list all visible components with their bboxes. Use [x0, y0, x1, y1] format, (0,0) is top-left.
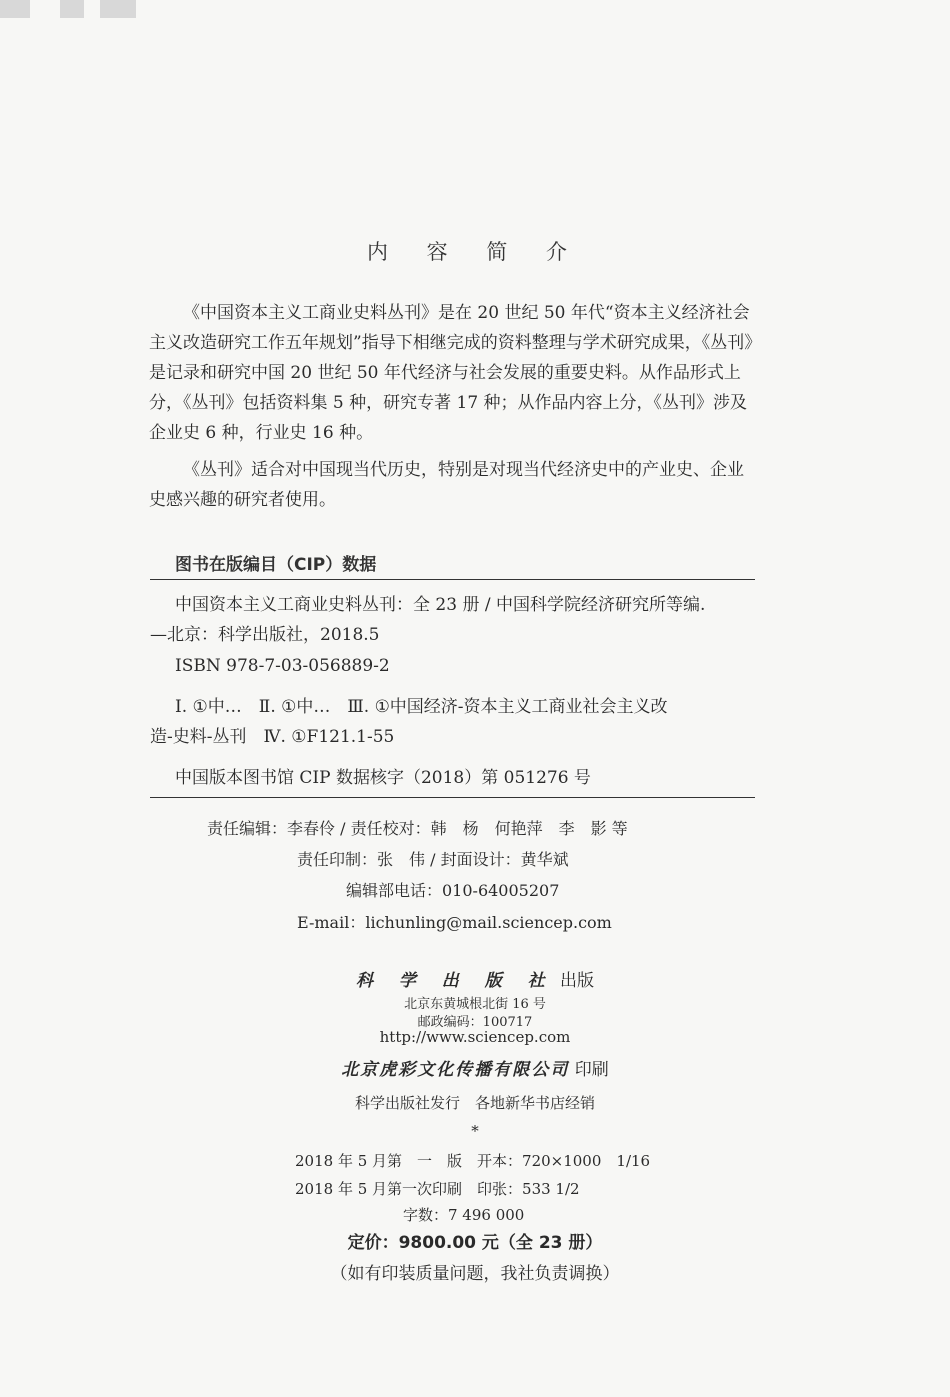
cip-bottom-rule	[150, 797, 755, 798]
publisher-line	[0, 966, 950, 996]
editor-credits: 责任编辑：李春伶 / 责任校对：韩 杨 何艳萍 李 影 等	[207, 819, 628, 838]
editorial-phone: 编辑部电话：010-64005207	[346, 881, 560, 900]
distribution-line: 科学出版社发行 各地新华书店经销	[354, 1094, 595, 1112]
publisher-url: http://www.sciencep.com	[379, 1028, 571, 1046]
cip-record-number: 中国版本图书馆 CIP 数据核字（2018）第 051276 号	[175, 768, 591, 788]
scan-artifact	[0, 0, 140, 24]
intro-paragraph-1: 《中国资本主义工商业史料丛刊》是在 20 世纪 50 年代“资本主义经济社会主义改造研究工作五年规划”指导下相继完成的资料整理与学术研究成果，《丛刊》是记录和研究中国 20 世纪 50 年代经济与社会发展的重要史料。从作品形式上分，《丛刊》包括资料集 5 种，研究专著 17 种；从作品内容上分，《丛刊》涉及企业史 6 种，行业史 16 种。	[149, 303, 753, 443]
printer-name: 北京虎彩文化传播有限公司	[341, 1060, 570, 1080]
cip-publisher-line: —北京：科学出版社，2018.5	[150, 625, 380, 645]
edition-line-2: 2018 年 5 月第一次印刷 印张：533 1/2	[295, 1180, 580, 1198]
intro-paragraph-2: 《丛刊》适合对中国现当代历史，特别是对现当代经济史中的产业史、企业史感兴趣的研究者使用。	[149, 460, 744, 510]
cip-classification-1: Ⅰ. ①中… Ⅱ. ①中… Ⅲ. ①中国经济-资本主义工商业社会主义改	[175, 697, 668, 717]
publisher-postcode: 邮政编码：100717	[417, 1015, 533, 1030]
price: 定价：9800.00 元（全 23 册）	[347, 1233, 603, 1253]
publisher-name: 科 学 出 版 社	[355, 971, 555, 991]
cip-top-rule	[150, 579, 755, 580]
editorial-email: E-mail：lichunling@mail.sciencep.com	[297, 913, 612, 932]
quality-notice: （如有印装质量问题，我社负责调换）	[330, 1264, 620, 1284]
separator-asterisk: *	[471, 1122, 479, 1140]
printer-suffix: 印刷	[574, 1060, 609, 1080]
publisher-address: 北京东黄城根北街 16 号	[404, 997, 546, 1012]
printing-credits: 责任印制：张 伟 / 封面设计：黄华斌	[297, 850, 569, 869]
publisher-suffix: 出版	[560, 971, 595, 991]
cip-classification-2: 造-史料-丛刊 Ⅳ. ①F121.1-55	[150, 727, 395, 747]
edition-line-1: 2018 年 5 月第 一 版 开本：720×1000 1/16	[295, 1152, 651, 1170]
page-title: 内 容 简 介	[366, 240, 584, 264]
word-count: 字数：7 496 000	[403, 1206, 525, 1224]
cip-isbn: ISBN 978-7-03-056889-2	[175, 656, 390, 676]
printer-line	[0, 1055, 950, 1085]
cip-heading: 图书在版编目（CIP）数据	[175, 555, 377, 575]
cip-title-line: 中国资本主义工商业史料丛刊：全 23 册 / 中国科学院经济研究所等编.	[175, 595, 706, 615]
